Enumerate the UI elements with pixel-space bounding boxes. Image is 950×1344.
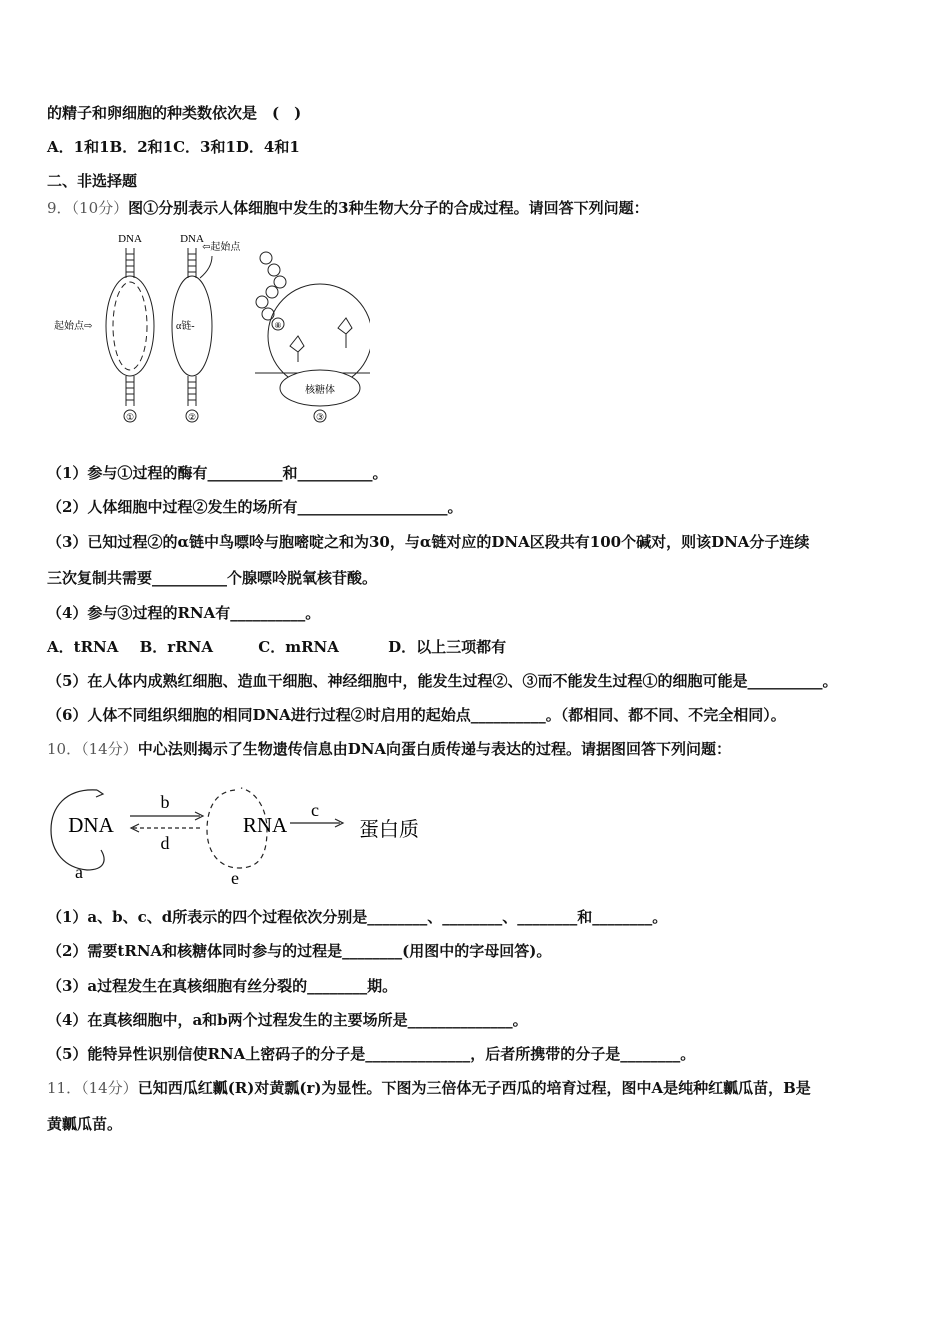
section-heading: 二、非选择题 — [47, 172, 138, 190]
fig1-number-3: ③ — [315, 412, 325, 422]
q9-sub5: （5）在人体内成熟红细胞、造血干细胞、神经细胞中，能发生过程②、③而不能发生过程①的细胞可能是__________。 — [47, 672, 838, 690]
fig1-ribosome-label: 核糖体 — [305, 385, 335, 396]
question11-text: 已知西瓜红瓤(R)对黄瓢(r)为显性。下图为三倍体无子西瓜的培育过程，图中A是纯种红瓤瓜苗，B是 — [137, 1079, 811, 1097]
question10-number: 10．（14分） — [47, 740, 138, 758]
q9-sub6: （6）人体不同组织细胞的相同DNA进行过程②时启用的起始点__________。（都相同、都不同、不完全相同）。 — [47, 706, 786, 724]
q9-option-d: D．以上三项都有 — [388, 638, 507, 656]
fig2-dna: DNA — [68, 813, 114, 837]
fig1-dna-label-1: DNA — [118, 233, 142, 245]
q9-option-c: C．mRNA — [258, 638, 339, 656]
figure-synthesis-processes — [50, 228, 370, 428]
question9-text: 图①分别表示人体细胞中发生的3种生物大分子的合成过程。请回答下列问题： — [128, 199, 649, 217]
fig2-label-a: a — [75, 862, 83, 882]
fig1-circle-8: ⑧ — [274, 321, 282, 330]
q9-option-a: A．tRNA — [47, 638, 119, 656]
q9-sub4-options — [47, 637, 506, 657]
fig1-number-2: ② — [187, 412, 197, 422]
question8-stem-end: 的精子和卵细胞的种类数依次是 ( ) — [47, 104, 302, 122]
question10-text: 中心法则揭示了生物遗传信息由DNA向蛋白质传递与表达的过程。请据图回答下列问题： — [137, 740, 732, 758]
fig2-label-b: b — [160, 792, 170, 812]
q10-sub2: （2）需要tRNA和核糖体同时参与的过程是________(用图中的字母回答)。 — [47, 942, 552, 960]
fig2-label-c: c — [311, 800, 319, 820]
fig1-origin-right: ⇦起始点 — [202, 242, 241, 253]
question8-options: A．1和1B．2和1C．3和1D．4和1 — [47, 138, 300, 156]
q9-sub1: （1）参与①过程的酶有__________和__________。 — [47, 464, 388, 482]
question11-stem-cont: 黄瓤瓜苗。 — [47, 1115, 123, 1133]
q9-option-b: B．rRNA — [139, 638, 214, 656]
q9-sub4: （4）参与③过程的RNA有__________。 — [47, 604, 321, 622]
fig1-origin-left: 起始点⇨ — [54, 321, 93, 332]
fig2-label-d: d — [160, 833, 170, 853]
question9-number: 9．（10分） — [47, 199, 129, 217]
q10-sub4: （4）在真核细胞中，a和b两个过程发生的主要场所是______________。 — [47, 1011, 528, 1029]
fig2-protein: 蛋白质 — [359, 819, 419, 841]
q9-sub2: （2）人体细胞中过程②发生的场所有____________________。 — [47, 498, 463, 516]
fig2-rna: RNA — [242, 813, 288, 837]
q10-sub3: （3）a过程发生在真核细胞有丝分裂的________期。 — [47, 977, 398, 995]
fig1-dna-label-2: DNA — [180, 233, 204, 245]
question11-stem — [47, 1078, 811, 1098]
figure-central-dogma — [45, 778, 445, 890]
q9-sub3b: 三次复制共需要__________个腺嘌呤脱氧核苷酸。 — [47, 569, 378, 587]
question9-stem — [47, 198, 649, 218]
q10-sub5: （5）能特异性识别信使RNA上密码子的分子是______________，后者所携带的分子是________。 — [47, 1045, 696, 1063]
fig1-alpha-chain: α链- — [176, 321, 195, 332]
question11-number: 11．（14分） — [47, 1079, 138, 1097]
question10-stem — [47, 739, 731, 759]
fig2-label-e: e — [231, 868, 239, 888]
fig1-number-1: ① — [125, 412, 135, 422]
q9-sub3a: （3）已知过程②的α链中鸟嘌呤与胞嘧啶之和为30，与α链对应的DNA区段共有100个碱对，则该DNA分子连续 — [47, 533, 810, 551]
q10-sub1: （1）a、b、c、d所表示的四个过程依次分别是________、________、________和________。 — [47, 908, 668, 926]
